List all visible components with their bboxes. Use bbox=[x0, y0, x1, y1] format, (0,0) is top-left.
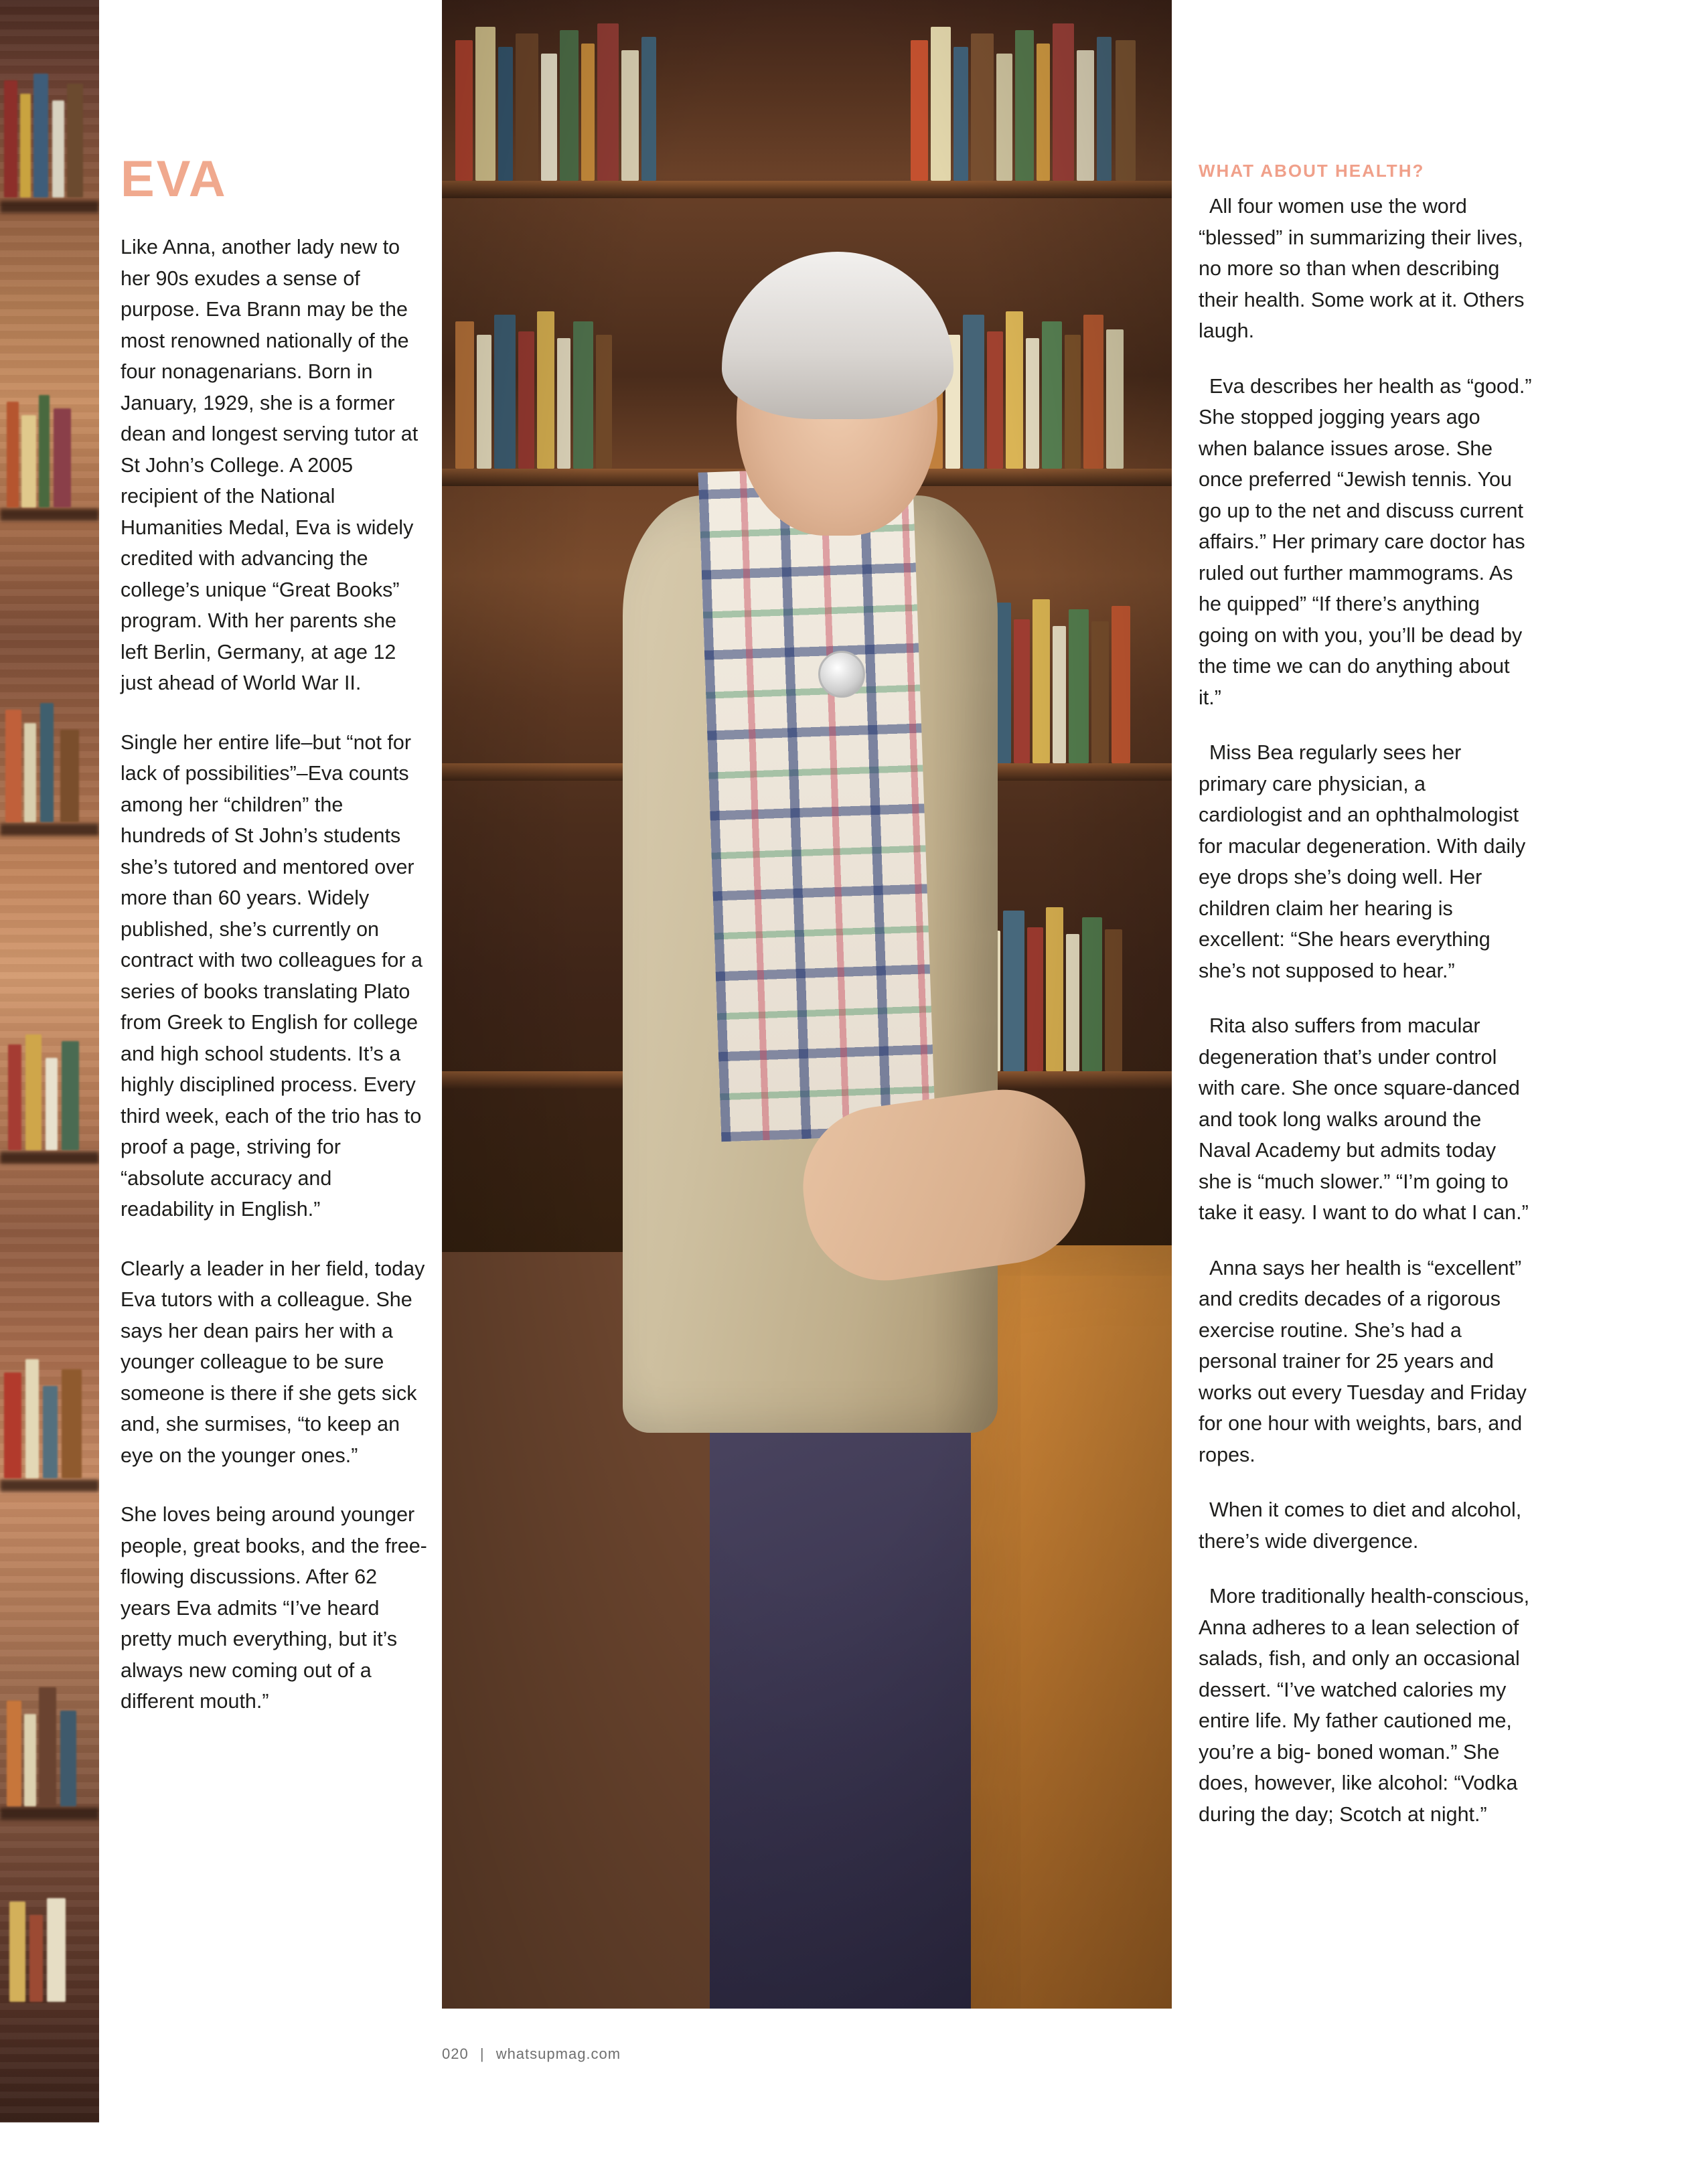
photo-vignette bbox=[442, 0, 1172, 2009]
strip-book bbox=[62, 1369, 82, 1478]
strip-book bbox=[4, 80, 17, 198]
body-paragraph: She loves being around younger people, great books, and the free-flowing discussions. After 62 years Eva admits “I’ve heard pretty much everything, but it’s always new coming out of a different mouth.” bbox=[121, 1503, 427, 1713]
page-number: 020 bbox=[442, 2045, 469, 2062]
body-paragraph: Clearly a leader in her field, today Eva tutors with a colleague. She says her dean pairs her with a younger colleague to be sure someone is there if she gets sick and, she surmises, “to keep an eye on the younger ones.” bbox=[121, 1257, 425, 1467]
strip-book bbox=[62, 1041, 79, 1150]
strip-shelf bbox=[0, 201, 99, 213]
article-photo bbox=[442, 0, 1172, 2009]
strip-shelf bbox=[0, 509, 99, 521]
left-text-column bbox=[121, 151, 429, 1717]
strip-book bbox=[40, 703, 54, 822]
strip-book bbox=[25, 1034, 42, 1150]
strip-shelf bbox=[0, 1480, 99, 1492]
strip-book bbox=[21, 415, 36, 508]
strip-book bbox=[24, 1714, 36, 1806]
strip-book bbox=[47, 1898, 66, 2002]
right-text-column bbox=[1199, 161, 1533, 1854]
strip-book bbox=[24, 723, 36, 822]
strip-book bbox=[33, 74, 48, 198]
section-heading-health: WHAT ABOUT HEALTH? bbox=[1199, 161, 1425, 181]
strip-book bbox=[9, 1901, 25, 2002]
strip-book bbox=[29, 1915, 43, 2002]
strip-book bbox=[20, 94, 31, 198]
magazine-website: whatsupmag.com bbox=[495, 2045, 621, 2062]
body-paragraph: All four women use the word “blessed” in summarizing their lives, no more so than when describing their health. Some work at it. Others laugh. bbox=[1199, 195, 1525, 342]
strip-book bbox=[67, 84, 83, 198]
strip-book bbox=[8, 1044, 21, 1150]
strip-book bbox=[60, 1711, 76, 1806]
body-paragraph: Rita also suffers from macular degeneration that’s under control with care. She once square-danced and took long walks around the Naval Academy but admits today she is “much slower.” “I’m going to take it easy. I want to do what I can.” bbox=[1199, 1014, 1529, 1224]
section-title-eva: EVA bbox=[121, 151, 228, 208]
strip-book bbox=[60, 730, 79, 822]
body-paragraph: Eva describes her health as “good.” She stopped jogging years ago when balance issues arose. She once preferred “Jewish tennis. You go up to the net and discuss current affairs.” Her primary care doctor has ruled out further mammograms. As he quipped” “If there’s anything going on with you, you’ll be dead by the time we can do anything about it.” bbox=[1199, 374, 1532, 709]
strip-book bbox=[54, 408, 71, 508]
strip-book bbox=[39, 395, 50, 508]
body-paragraph: Single her entire life–but “not for lack of possibilities”–Eva counts among her “children” the hundreds of St John’s students she’s tutored and mentored over more than 60 years. Widely published, she’s currently on contract with two colleagues for a series of books translating Plato from Greek to English for college and high school students. It’s a highly disciplined process. Every third week, each of the trio has to proof a page, striving for “absolute accuracy and readability in English.” bbox=[121, 730, 423, 1221]
strip-book bbox=[7, 402, 19, 508]
strip-shelf bbox=[0, 1808, 99, 1820]
body-paragraph: Like Anna, another lady new to her 90s exudes a sense of purpose. Eva Brann may be the most renowned nationally of the four nonagenarians. Born in January, 1929, she is a former dean and longest serving tutor at St John’s College. A 2005 recipient of the National Humanities Medal, Eva is widely credited with advancing the college’s unique “Great Books” program. With her parents she left Berlin, Germany, at age 12 just ahead of World War II. bbox=[121, 236, 418, 694]
footer-separator: | bbox=[479, 2045, 485, 2062]
body-paragraph: When it comes to diet and alcohol, there’s wide divergence. bbox=[1199, 1498, 1522, 1553]
strip-book bbox=[7, 1701, 21, 1806]
left-photo-strip bbox=[0, 0, 99, 2122]
page-footer bbox=[442, 2045, 844, 2063]
body-paragraph: More traditionally health-conscious, Anna adheres to a lean selection of salads, fish, and only an occasional dessert. “I’ve watched calories my entire life. My father cautioned me, you’re a big- boned woman.” She does, however, like alcohol: “Vodka during the day; Scotch at night.” bbox=[1199, 1585, 1530, 1826]
body-paragraph: Anna says her health is “excellent” and credits decades of a rigorous exercise routine. She’s had a personal trainer for 25 years and works out every Tuesday and Friday for one hour with weights, bars, and ropes. bbox=[1199, 1256, 1527, 1466]
strip-book bbox=[43, 1386, 58, 1478]
strip-book bbox=[5, 710, 21, 822]
strip-book bbox=[46, 1058, 58, 1150]
strip-book bbox=[39, 1687, 56, 1806]
strip-book bbox=[52, 100, 64, 198]
body-paragraph: Miss Bea regularly sees her primary care physician, a cardiologist and an ophthalmologist for macular degeneration. With daily eye drops she’s doing well. Her children claim her hearing is excellent: “She hears everything she’s not supposed to hear.” bbox=[1199, 741, 1526, 982]
strip-book bbox=[4, 1373, 21, 1478]
strip-book bbox=[25, 1359, 39, 1478]
strip-shelf bbox=[0, 824, 99, 836]
strip-shelf bbox=[0, 1152, 99, 1164]
